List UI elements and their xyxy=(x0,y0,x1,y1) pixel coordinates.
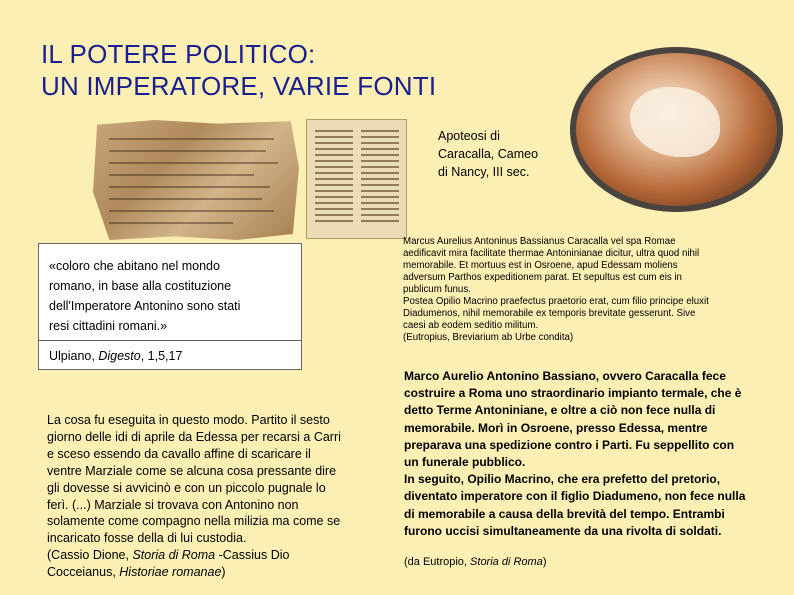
cassius-line-10a: Cocceianus, xyxy=(47,565,120,580)
quote-line-1: «coloro che abitano nel mondo xyxy=(49,259,220,273)
quote-line-2: romano, in base alla costituzione xyxy=(49,279,232,293)
latin-line-5: publicum funus. xyxy=(403,284,471,295)
cassius-line-4: ventre Marziale come se alcuna cosa pressante dire xyxy=(47,463,337,478)
cassius-line-2: giorno delle idi di aprile da Edessa per recarsi a Carri xyxy=(47,429,341,444)
eutropius-latin-text xyxy=(403,236,778,344)
latin-line-1: Marcus Aurelius Antoninus Bassianus Caracalla vel spa Romae xyxy=(403,236,676,247)
italian-line-2: costruire a Roma uno straordinario impianto termale, che è xyxy=(404,386,742,401)
quote-source-work: Digesto xyxy=(98,349,141,363)
cassius-line-1: La cosa fu eseguita in questo modo. Partito il sesto xyxy=(47,413,330,427)
cassius-line-8: incaricato fosse della di lui custodia. xyxy=(47,531,247,546)
eutropius-italian-translation xyxy=(404,368,779,540)
cassius-line-10b: ) xyxy=(221,565,226,580)
cassius-line-6: ferì. (...) Marziale si trovava con Antonino non xyxy=(47,497,299,512)
quote-source xyxy=(49,347,182,365)
title-line-2: UN IMPERATORE, VARIE FONTI xyxy=(41,71,437,101)
quote-line-3: dell'Imperatore Antonino sono stati xyxy=(49,299,241,313)
cassius-line-9b: -Cassius Dio xyxy=(215,548,290,563)
latin-line-3: memorabile. Et mortuus est in Osroene, apud Edessam moliens xyxy=(403,260,678,271)
italian-line-3: detto Terme Antoniniane, e oltre a ciò non fece nulla di xyxy=(404,403,716,418)
cassius-line-9a: (Cassio Dione, xyxy=(47,548,133,563)
italian-source-a: (da Eutropio, xyxy=(404,556,471,568)
latin-line-8: caesi ab eodem seditio militum. xyxy=(403,320,539,331)
italian-line-8: diventato imperatore con il figlio Diadumeno, non fece nulla xyxy=(404,489,746,504)
italian-source-work: Storia di Roma xyxy=(470,556,543,568)
italian-line-7: In seguito, Opilio Macrino, che era prefetto del pretorio, xyxy=(404,472,721,487)
cameo-caption-line-3: di Nancy, III sec. xyxy=(438,165,530,179)
cassius-line-3: e sceso essendo da cavallo affine di scaricare il xyxy=(47,446,311,461)
cassius-dio-text xyxy=(47,412,377,581)
latin-line-9: (Eutropius, Breviarium ab Urbe condita) xyxy=(403,332,574,343)
quote-text xyxy=(49,256,294,336)
italian-line-5: preparava una spedizione contro i Parti. Fu seppellito con xyxy=(404,437,735,452)
quote-source-ref: , 1,5,17 xyxy=(140,349,183,363)
italian-line-9: di memorabile a causa della brevità del tempo. Entrambi xyxy=(404,506,725,521)
papyrus-image xyxy=(93,120,299,240)
cameo-image xyxy=(570,47,783,212)
latin-line-2: aedificavit mira facilitate thermae Antoninianae dicitur, ultra quod nihil xyxy=(403,248,700,259)
cameo-caption-line-1: Apoteosi di xyxy=(438,129,500,143)
cameo-caption xyxy=(438,127,568,181)
cassius-line-7: solamente come compagno nella milizia ma come se xyxy=(47,514,341,529)
cassius-line-5: gli dovesse si avvicinò e con un piccolo pugnale lo xyxy=(47,480,326,495)
italian-line-10: furono uccisi simultaneamente da una rivolta di soldati. xyxy=(404,523,722,538)
latin-line-4: adversum Parthos expeditionem parat. Et sepultus est cum eis in xyxy=(403,272,682,283)
latin-line-7: Diadumenos, nihil memorabile ex temporis brevitate gesserunt. Sive xyxy=(403,308,696,319)
cassius-line-9-work: Storia di Roma xyxy=(132,548,216,563)
cameo-caption-line-2: Caracalla, Cameo xyxy=(438,147,539,161)
codex-manuscript-image xyxy=(306,119,407,239)
italian-source xyxy=(404,555,546,569)
italian-source-b: ) xyxy=(542,556,547,568)
quote-line-4: resi cittadini romani.» xyxy=(49,319,168,333)
title-line-1: IL POTERE POLITICO: xyxy=(41,39,316,69)
quote-source-author: Ulpiano, xyxy=(49,349,99,363)
cassius-line-10-work: Historiae romanae xyxy=(119,565,222,580)
ulpiano-quote-box xyxy=(38,243,302,370)
italian-line-6: un funerale pubblico. xyxy=(404,455,526,470)
italian-line-1: Marco Aurelio Antonino Bassiano, ovvero Caracalla fece xyxy=(404,369,726,383)
latin-line-6: Postea Opilio Macrino praefectus praetorio erat, cum filio principe eluxit xyxy=(403,296,709,307)
page-title xyxy=(41,38,436,102)
italian-line-4: memorabile. Morì in Osroene, presso Edessa, mentre xyxy=(404,420,708,435)
quote-divider xyxy=(39,340,301,341)
